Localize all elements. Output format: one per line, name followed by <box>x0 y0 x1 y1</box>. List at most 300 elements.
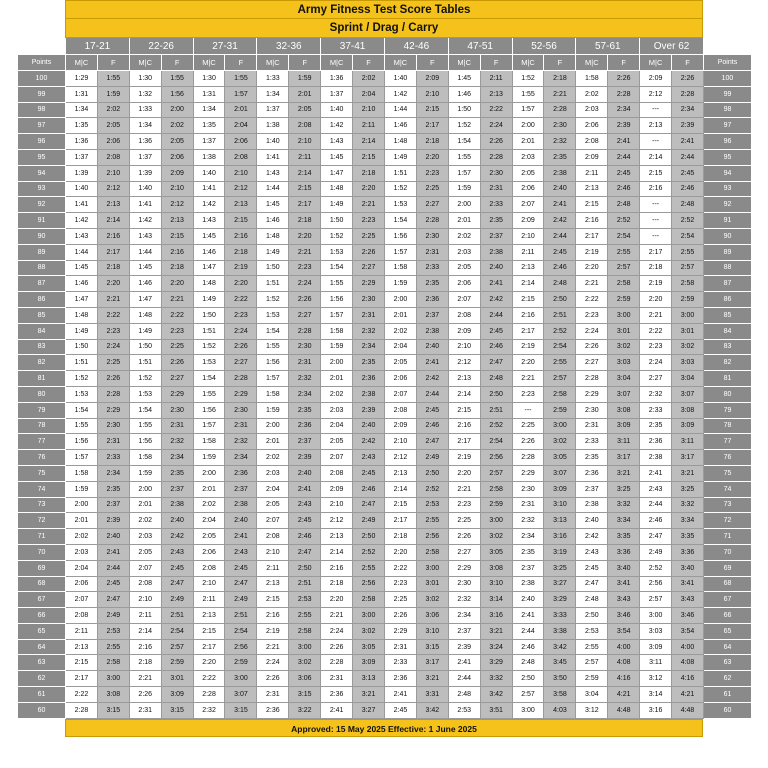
female-time-cell: 2:39 <box>97 513 129 529</box>
male-time-cell: 2:10 <box>257 544 289 560</box>
male-time-cell: 2:57 <box>512 687 544 703</box>
female-time-cell: 2:30 <box>416 228 448 244</box>
female-time-cell: 3:01 <box>161 671 193 687</box>
female-time-cell: 2:14 <box>97 213 129 229</box>
points-cell-right: 86 <box>703 292 751 308</box>
points-cell-right: 65 <box>703 623 751 639</box>
female-time-cell: 2:39 <box>608 118 640 134</box>
female-time-cell: 3:02 <box>544 434 576 450</box>
male-time-cell: 1:59 <box>321 339 353 355</box>
female-time-cell: 2:31 <box>161 418 193 434</box>
male-time-cell: 2:28 <box>576 371 608 387</box>
female-time-cell: 2:41 <box>289 481 321 497</box>
table-row <box>18 134 752 150</box>
female-time-cell: 1:55 <box>225 71 257 87</box>
male-combat-header: M|C <box>640 55 672 71</box>
female-time-cell: 2:44 <box>672 149 704 165</box>
female-time-cell: 2:22 <box>225 292 257 308</box>
male-time-cell: 2:26 <box>512 434 544 450</box>
male-time-cell: 1:56 <box>66 434 98 450</box>
points-cell-right: 93 <box>703 181 751 197</box>
male-time-cell: 2:20 <box>321 592 353 608</box>
female-time-cell: 2:57 <box>608 260 640 276</box>
male-time-cell: 2:32 <box>448 592 480 608</box>
male-time-cell: 2:19 <box>448 450 480 466</box>
points-cell-left: 83 <box>18 339 66 355</box>
points-header-left: Points <box>18 55 66 71</box>
male-time-cell: 2:57 <box>640 592 672 608</box>
female-time-cell: 3:00 <box>353 608 385 624</box>
female-time-cell: 3:02 <box>353 623 385 639</box>
male-time-cell: 2:03 <box>257 465 289 481</box>
female-time-cell: 2:16 <box>225 228 257 244</box>
female-time-cell: 2:46 <box>672 181 704 197</box>
male-combat-header: M|C <box>448 55 480 71</box>
table-row <box>18 434 752 450</box>
points-cell-right: 84 <box>703 323 751 339</box>
female-time-cell: 3:09 <box>608 418 640 434</box>
female-time-cell: 2:50 <box>289 560 321 576</box>
female-time-cell: 2:50 <box>480 386 512 402</box>
female-time-cell: 2:41 <box>225 529 257 545</box>
female-time-cell: 2:44 <box>416 386 448 402</box>
male-time-cell: 1:48 <box>321 181 353 197</box>
female-time-cell: 2:05 <box>289 102 321 118</box>
male-time-cell: 2:13 <box>640 118 672 134</box>
female-time-cell: 2:55 <box>672 244 704 260</box>
male-time-cell: 3:12 <box>576 702 608 718</box>
female-time-cell: 2:29 <box>353 276 385 292</box>
female-time-cell: 2:55 <box>608 244 640 260</box>
male-time-cell: 1:58 <box>576 71 608 87</box>
female-time-cell: 3:15 <box>416 639 448 655</box>
female-time-cell: 2:35 <box>161 465 193 481</box>
points-cell-right: 100 <box>703 71 751 87</box>
male-time-cell: 1:36 <box>66 134 98 150</box>
male-time-cell: 2:48 <box>512 655 544 671</box>
male-time-cell: 2:47 <box>576 576 608 592</box>
male-time-cell: 1:58 <box>193 434 225 450</box>
male-time-cell: 1:30 <box>129 71 161 87</box>
male-time-cell: 1:55 <box>193 386 225 402</box>
male-time-cell: 2:09 <box>321 481 353 497</box>
female-time-cell: 2:20 <box>225 276 257 292</box>
female-time-cell: 2:40 <box>289 465 321 481</box>
male-time-cell: 2:09 <box>448 323 480 339</box>
female-time-cell: 3:27 <box>353 702 385 718</box>
female-time-cell: 3:35 <box>608 529 640 545</box>
female-time-cell: 2:36 <box>225 465 257 481</box>
male-time-cell: 1:51 <box>129 355 161 371</box>
male-time-cell: 1:37 <box>129 149 161 165</box>
male-time-cell: 2:41 <box>512 608 544 624</box>
male-time-cell: 2:52 <box>640 560 672 576</box>
female-time-cell: 2:13 <box>97 197 129 213</box>
female-time-cell: 2:35 <box>97 481 129 497</box>
male-time-cell: 1:45 <box>321 149 353 165</box>
female-time-cell: 3:15 <box>289 687 321 703</box>
female-time-cell: 2:31 <box>97 434 129 450</box>
male-time-cell: 2:11 <box>576 165 608 181</box>
male-time-cell: 1:56 <box>321 292 353 308</box>
male-time-cell: 1:59 <box>384 276 416 292</box>
male-time-cell: 2:04 <box>321 418 353 434</box>
male-time-cell: 2:20 <box>448 465 480 481</box>
male-time-cell: 2:05 <box>193 529 225 545</box>
female-time-cell: 2:49 <box>416 450 448 466</box>
female-time-cell: 2:44 <box>480 307 512 323</box>
male-time-cell: 1:37 <box>321 86 353 102</box>
male-time-cell: 2:23 <box>448 497 480 513</box>
male-time-cell: 2:31 <box>576 418 608 434</box>
female-time-cell: 3:16 <box>544 529 576 545</box>
female-time-cell: 2:10 <box>289 134 321 150</box>
points-cell-right: 77 <box>703 434 751 450</box>
male-time-cell: 2:21 <box>640 307 672 323</box>
male-time-cell: 2:56 <box>640 576 672 592</box>
male-time-cell: 2:25 <box>512 418 544 434</box>
male-time-cell: 2:03 <box>512 149 544 165</box>
female-time-cell: 3:00 <box>480 513 512 529</box>
female-time-cell: 4:08 <box>608 655 640 671</box>
male-time-cell: 1:42 <box>321 118 353 134</box>
female-time-cell: 2:49 <box>353 513 385 529</box>
female-time-cell: 2:29 <box>225 386 257 402</box>
points-cell-left: 60 <box>18 702 66 718</box>
table-row <box>18 386 752 402</box>
male-time-cell: 2:38 <box>640 450 672 466</box>
female-time-cell: 2:35 <box>289 402 321 418</box>
male-time-cell: 3:00 <box>640 608 672 624</box>
table-row <box>18 592 752 608</box>
male-time-cell: 2:16 <box>321 560 353 576</box>
male-time-cell: 2:18 <box>640 260 672 276</box>
male-time-cell: 1:44 <box>257 181 289 197</box>
male-time-cell: 2:05 <box>321 434 353 450</box>
female-time-cell: 3:16 <box>480 608 512 624</box>
female-time-cell: 3:08 <box>97 687 129 703</box>
male-time-cell: 2:09 <box>384 418 416 434</box>
male-time-cell: 2:10 <box>193 576 225 592</box>
male-time-cell: 1:40 <box>257 134 289 150</box>
table-row <box>18 481 752 497</box>
points-cell-left: 86 <box>18 292 66 308</box>
female-time-cell: 3:11 <box>608 434 640 450</box>
male-time-cell: 2:11 <box>193 592 225 608</box>
male-time-cell: 2:42 <box>576 529 608 545</box>
female-time-cell: 4:21 <box>608 687 640 703</box>
score-table-body <box>18 71 752 719</box>
header-spacer <box>18 38 66 55</box>
male-time-cell: 1:54 <box>448 134 480 150</box>
female-time-cell: 2:51 <box>161 608 193 624</box>
male-time-cell: 1:44 <box>384 102 416 118</box>
points-cell-left: 76 <box>18 450 66 466</box>
female-time-cell: 2:47 <box>225 576 257 592</box>
male-time-cell: 1:57 <box>321 307 353 323</box>
female-time-cell: 2:38 <box>480 244 512 260</box>
female-time-cell: 2:48 <box>544 276 576 292</box>
male-time-cell: 2:48 <box>576 592 608 608</box>
female-time-cell: 2:46 <box>289 529 321 545</box>
male-time-cell: 1:39 <box>129 165 161 181</box>
female-time-cell: 2:20 <box>416 149 448 165</box>
male-time-cell: 2:50 <box>576 608 608 624</box>
male-time-cell: 1:51 <box>384 165 416 181</box>
male-time-cell: 2:11 <box>512 244 544 260</box>
female-time-cell: 2:12 <box>225 181 257 197</box>
points-cell-right: 91 <box>703 213 751 229</box>
female-time-cell: 2:21 <box>289 244 321 260</box>
female-time-cell: 2:39 <box>672 118 704 134</box>
female-time-cell: 2:00 <box>161 102 193 118</box>
female-time-cell: 3:00 <box>225 671 257 687</box>
female-time-cell: 4:08 <box>672 655 704 671</box>
female-time-cell: 2:31 <box>480 181 512 197</box>
male-time-cell: 1:58 <box>129 450 161 466</box>
male-time-cell: 1:44 <box>66 244 98 260</box>
male-time-cell: 1:57 <box>193 418 225 434</box>
female-time-cell: 2:39 <box>289 450 321 466</box>
points-cell-right: 76 <box>703 450 751 466</box>
points-cell-right: 72 <box>703 513 751 529</box>
male-time-cell: 2:29 <box>384 623 416 639</box>
male-time-cell: 3:14 <box>640 687 672 703</box>
female-time-cell: 3:32 <box>480 671 512 687</box>
male-time-cell: 2:21 <box>512 371 544 387</box>
female-time-cell: 2:46 <box>353 481 385 497</box>
female-time-cell: 3:25 <box>672 481 704 497</box>
male-time-cell: 1:46 <box>384 118 416 134</box>
age-group-header-row <box>18 38 752 55</box>
male-time-cell: 2:55 <box>576 639 608 655</box>
male-time-cell: 1:43 <box>129 228 161 244</box>
male-time-cell: 1:45 <box>66 260 98 276</box>
male-time-cell: 2:03 <box>321 402 353 418</box>
female-time-cell: 2:15 <box>416 102 448 118</box>
male-time-cell: 2:30 <box>448 576 480 592</box>
male-time-cell: 2:01 <box>512 134 544 150</box>
male-time-cell: 2:20 <box>384 544 416 560</box>
male-time-cell: 1:52 <box>384 181 416 197</box>
male-time-cell: 2:00 <box>321 355 353 371</box>
male-time-cell: 2:07 <box>512 197 544 213</box>
points-cell-left: 94 <box>18 165 66 181</box>
male-time-cell: 2:34 <box>448 608 480 624</box>
female-time-cell: 3:36 <box>608 544 640 560</box>
female-time-cell: 3:42 <box>544 639 576 655</box>
male-time-cell: 2:17 <box>512 323 544 339</box>
male-time-cell: 2:40 <box>576 513 608 529</box>
male-time-cell: 2:03 <box>448 244 480 260</box>
male-time-cell: 2:29 <box>512 465 544 481</box>
male-time-cell: 2:17 <box>640 244 672 260</box>
female-time-cell: 2:24 <box>97 339 129 355</box>
female-time-cell: 3:32 <box>608 497 640 513</box>
points-cell-right: 79 <box>703 402 751 418</box>
male-combat-header: M|C <box>257 55 289 71</box>
female-time-cell: 2:52 <box>544 323 576 339</box>
female-time-cell: 2:25 <box>416 181 448 197</box>
male-time-cell: 2:00 <box>512 118 544 134</box>
female-time-cell: 3:17 <box>608 450 640 466</box>
female-time-cell: 2:11 <box>480 71 512 87</box>
female-time-cell: 3:40 <box>608 560 640 576</box>
male-time-cell: 1:55 <box>66 418 98 434</box>
male-time-cell: 1:30 <box>193 71 225 87</box>
female-time-cell: 2:37 <box>416 307 448 323</box>
female-time-cell: 2:14 <box>353 134 385 150</box>
male-time-cell: 2:36 <box>640 434 672 450</box>
male-time-cell: 2:07 <box>257 513 289 529</box>
male-time-cell: 1:35 <box>193 118 225 134</box>
male-time-cell: 1:37 <box>193 134 225 150</box>
female-time-cell: 2:42 <box>416 371 448 387</box>
female-time-cell: 3:24 <box>480 639 512 655</box>
female-time-cell: 3:21 <box>353 687 385 703</box>
female-time-cell: 2:28 <box>97 386 129 402</box>
female-time-cell: 2:18 <box>161 260 193 276</box>
points-cell-left: 75 <box>18 465 66 481</box>
male-time-cell: 1:45 <box>448 71 480 87</box>
female-time-cell: 3:00 <box>289 639 321 655</box>
male-time-cell: 1:52 <box>129 371 161 387</box>
female-time-cell: 3:02 <box>672 339 704 355</box>
female-time-cell: 2:38 <box>416 323 448 339</box>
male-time-cell: 2:10 <box>448 339 480 355</box>
male-time-cell: 1:55 <box>448 149 480 165</box>
points-cell-right: 88 <box>703 260 751 276</box>
male-time-cell: 1:50 <box>66 339 98 355</box>
male-time-cell: 1:52 <box>193 339 225 355</box>
female-time-cell: 2:47 <box>289 544 321 560</box>
male-time-cell: 2:16 <box>512 307 544 323</box>
male-time-cell: 2:08 <box>321 465 353 481</box>
female-time-cell: 2:15 <box>353 149 385 165</box>
table-row <box>18 544 752 560</box>
female-time-cell: 2:27 <box>353 260 385 276</box>
points-cell-right: 81 <box>703 371 751 387</box>
female-time-cell: 3:21 <box>672 465 704 481</box>
male-time-cell: 2:16 <box>257 608 289 624</box>
female-time-cell: 3:34 <box>608 513 640 529</box>
male-time-cell: 2:11 <box>66 623 98 639</box>
male-time-cell: 1:49 <box>321 197 353 213</box>
male-time-cell: 2:17 <box>576 228 608 244</box>
points-cell-right: 63 <box>703 655 751 671</box>
female-time-cell: 2:23 <box>289 260 321 276</box>
male-time-cell: 1:58 <box>257 386 289 402</box>
table-row <box>18 260 752 276</box>
male-time-cell: 1:59 <box>448 181 480 197</box>
female-time-cell: 3:10 <box>480 576 512 592</box>
female-time-cell: 2:28 <box>416 213 448 229</box>
score-table <box>17 38 752 719</box>
male-time-cell: 1:57 <box>512 102 544 118</box>
female-time-cell: 2:12 <box>97 181 129 197</box>
female-time-cell: 2:48 <box>672 197 704 213</box>
female-time-cell: 2:13 <box>480 86 512 102</box>
male-time-cell: 2:14 <box>512 276 544 292</box>
female-time-cell: 3:34 <box>672 513 704 529</box>
points-header-right: Points <box>703 55 751 71</box>
points-cell-left: 99 <box>18 86 66 102</box>
male-time-cell: 2:53 <box>576 623 608 639</box>
female-time-cell: 2:18 <box>544 71 576 87</box>
female-time-cell: 2:30 <box>225 402 257 418</box>
female-header: F <box>225 55 257 71</box>
female-time-cell: 3:42 <box>416 702 448 718</box>
female-time-cell: 2:33 <box>97 450 129 466</box>
female-time-cell: 2:28 <box>672 86 704 102</box>
male-time-cell: 2:21 <box>448 481 480 497</box>
male-time-cell: --- <box>640 197 672 213</box>
male-time-cell: 1:45 <box>129 260 161 276</box>
male-time-cell: 2:36 <box>257 702 289 718</box>
female-time-cell: 2:17 <box>416 118 448 134</box>
male-time-cell: 2:15 <box>640 165 672 181</box>
male-time-cell: 2:11 <box>129 608 161 624</box>
female-time-cell: 2:34 <box>97 465 129 481</box>
male-time-cell: 2:36 <box>384 671 416 687</box>
male-time-cell: 2:06 <box>193 544 225 560</box>
female-time-cell: 2:37 <box>225 481 257 497</box>
female-header: F <box>544 55 576 71</box>
male-time-cell: 2:15 <box>193 623 225 639</box>
male-time-cell: 2:17 <box>384 513 416 529</box>
female-time-cell: 2:20 <box>353 181 385 197</box>
male-time-cell: 2:27 <box>640 371 672 387</box>
male-time-cell: 2:34 <box>512 529 544 545</box>
female-time-cell: 3:35 <box>672 529 704 545</box>
female-time-cell: 2:54 <box>480 434 512 450</box>
female-time-cell: 2:57 <box>672 260 704 276</box>
table-row <box>18 655 752 671</box>
female-time-cell: 2:40 <box>97 529 129 545</box>
male-time-cell: 1:54 <box>321 260 353 276</box>
male-combat-header: M|C <box>129 55 161 71</box>
male-time-cell: 1:39 <box>66 165 98 181</box>
points-cell-left: 71 <box>18 529 66 545</box>
male-time-cell: 2:13 <box>384 465 416 481</box>
male-time-cell: 1:59 <box>66 481 98 497</box>
points-cell-right: 67 <box>703 592 751 608</box>
male-time-cell: 1:57 <box>448 165 480 181</box>
male-time-cell: 1:46 <box>66 276 98 292</box>
points-cell-left: 74 <box>18 481 66 497</box>
female-time-cell: 2:30 <box>480 165 512 181</box>
male-time-cell: 2:22 <box>640 323 672 339</box>
female-time-cell: 3:33 <box>544 608 576 624</box>
female-time-cell: 3:04 <box>608 371 640 387</box>
female-time-cell: 2:26 <box>97 371 129 387</box>
female-time-cell: 2:40 <box>416 339 448 355</box>
female-time-cell: 2:21 <box>161 292 193 308</box>
female-time-cell: 3:58 <box>544 687 576 703</box>
points-cell-left: 77 <box>18 434 66 450</box>
male-time-cell: 2:32 <box>512 513 544 529</box>
male-time-cell: 2:06 <box>512 181 544 197</box>
female-time-cell: 2:35 <box>480 213 512 229</box>
female-time-cell: 3:09 <box>672 418 704 434</box>
female-time-cell: 2:10 <box>161 181 193 197</box>
male-time-cell: 2:21 <box>257 639 289 655</box>
male-time-cell: 2:15 <box>384 497 416 513</box>
female-time-cell: 2:55 <box>544 355 576 371</box>
female-time-cell: 3:00 <box>544 418 576 434</box>
male-time-cell: 2:04 <box>384 339 416 355</box>
female-time-cell: 3:41 <box>672 576 704 592</box>
